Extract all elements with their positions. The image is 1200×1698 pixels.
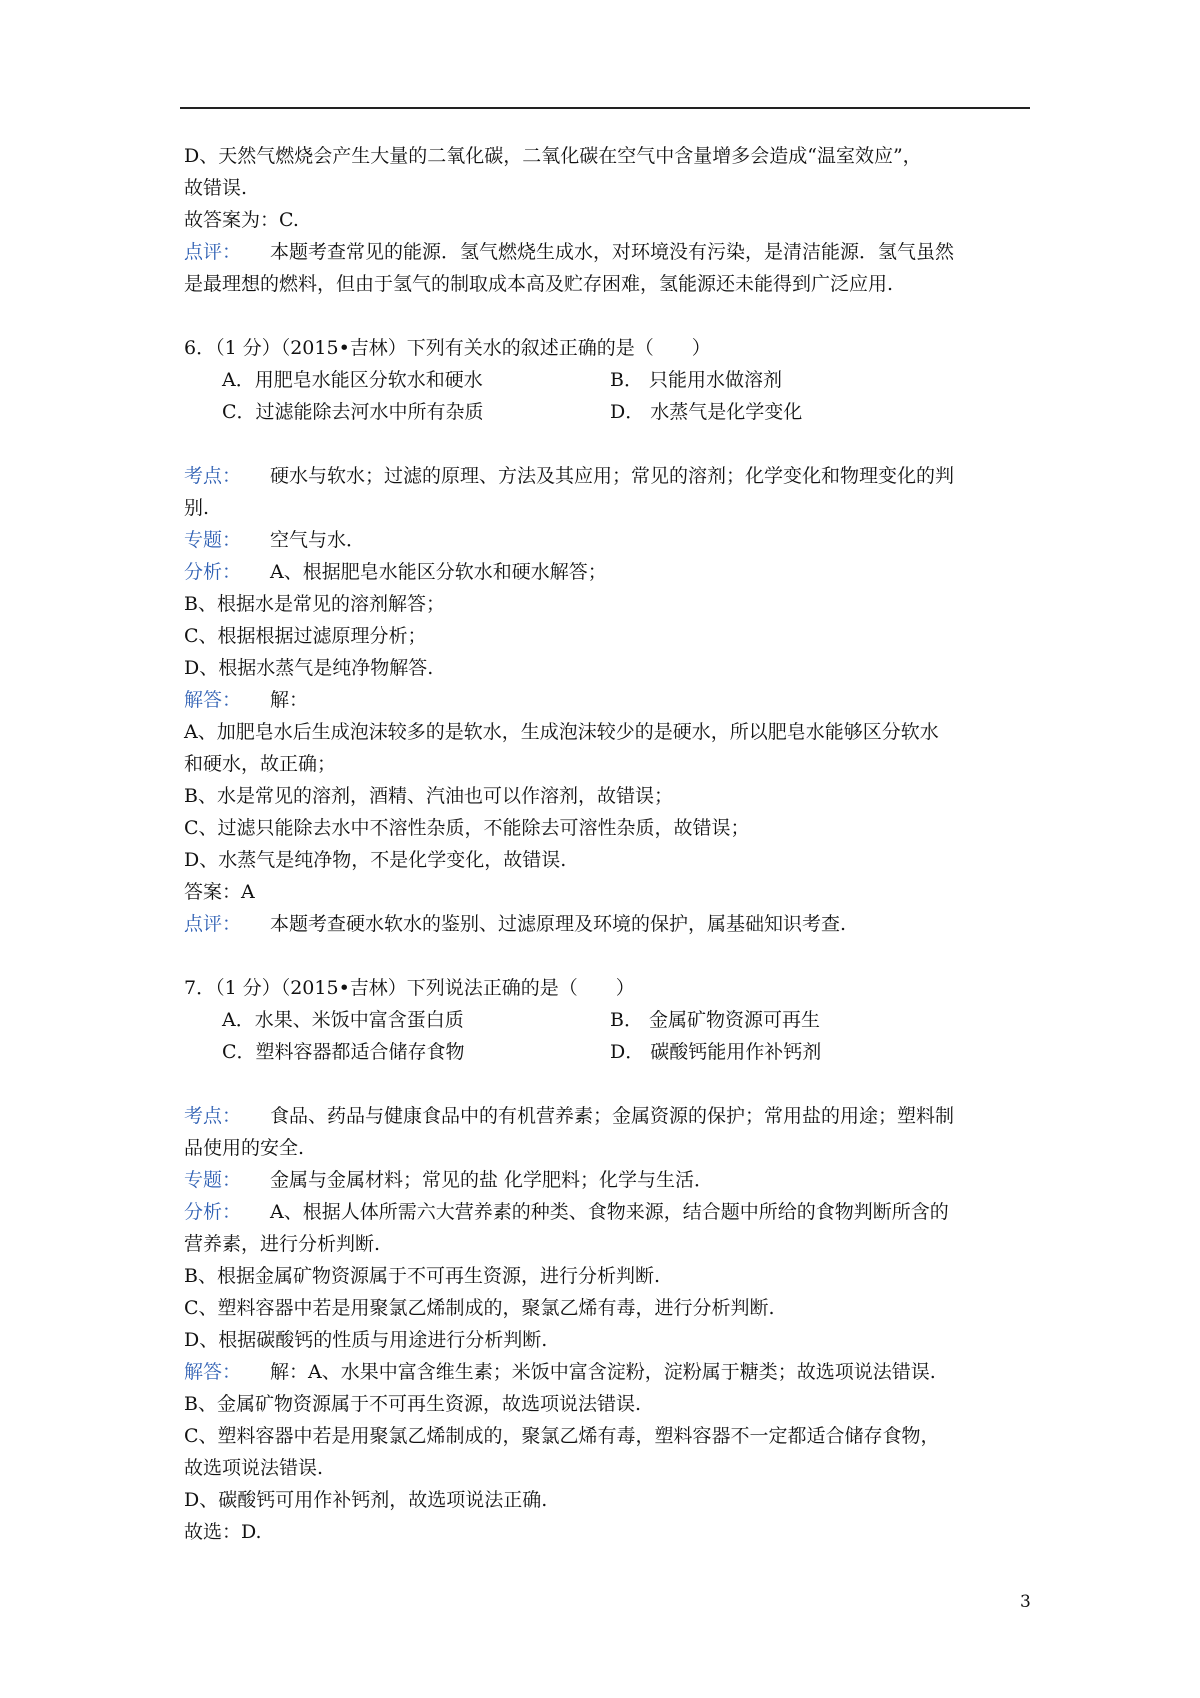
q7-fenxi-b: B、根据金属矿物资源属于不可再生资源，进行分析判断.: [184, 1265, 661, 1287]
fenxi-label: 分析：: [184, 1201, 242, 1223]
q6-jieda: 解答： 解：: [184, 684, 1030, 716]
q7-fenxi: 分析： A、根据人体所需六大营养素的种类、食物来源，结合题中所给的食物判断所含的: [184, 1196, 1030, 1228]
q6-answer: 答案：A: [184, 881, 255, 903]
prev-answer: 故答案为：C.: [184, 209, 299, 231]
q6-option-b: B． 只能用水做溶剂: [610, 369, 783, 391]
jieda-label: 解答：: [184, 1361, 242, 1383]
q7-fenxi-c: C、塑料容器中若是用聚氯乙烯制成的，聚氯乙烯有毒，进行分析判断.: [184, 1297, 775, 1319]
q6-option-c: C．过滤能除去河水中所有杂质: [222, 401, 484, 423]
q6-fenxi-d: D、根据水蒸气是纯净物解答.: [184, 657, 434, 679]
q7-option-b: B． 金属矿物资源可再生: [610, 1009, 821, 1031]
question-6: 6．（1 分）（2015•吉林）下列有关水的叙述正确的是（ ）: [184, 337, 711, 359]
q7-option-a: A．水果、米饭中富含蛋白质: [222, 1009, 464, 1031]
q7-jieda-c1: C、塑料容器中若是用聚氯乙烯制成的，聚氯乙烯有毒，塑料容器不一定都适合储存食物，: [184, 1425, 940, 1447]
q7-kaodian-line2: 品使用的安全.: [184, 1137, 305, 1159]
zhuanti-label: 专题：: [184, 1169, 242, 1191]
q7-jieda: 解答： 解：A、水果中富含维生素；米饭中富含淀粉，淀粉属于糖类；故选项说法错误.: [184, 1356, 1030, 1388]
zhuanti-label: 专题：: [184, 529, 242, 551]
comment-label: 点评：: [184, 241, 242, 263]
q7-kaodian: 考点： 食品、药品与健康食品中的有机营养素；金属资源的保护；常用盐的用途；塑料制: [184, 1100, 1030, 1132]
document-body: [184, 140, 1030, 1548]
prev-comment-line2: 是最理想的燃料，但由于氢气的制取成本高及贮存困难，氢能源还未能得到广泛应用.: [184, 273, 894, 295]
q7-options-row2: [184, 1036, 1030, 1068]
q7-fenxi-a2: 营养素，进行分析判断.: [184, 1233, 381, 1255]
prev-comment: 点评： 本题考查常见的能源．氢气燃烧生成水，对环境没有污染，是清洁能源．氢气虽然: [184, 236, 1030, 268]
q6-jieda-a1: A、加肥皂水后生成泡沫较多的是软水，生成泡沫较少的是硬水，所以肥皂水能够区分软水: [184, 721, 939, 743]
q6-dianping: 点评： 本题考查硬水软水的鉴别、过滤原理及环境的保护，属基础知识考查.: [184, 908, 1030, 940]
q7-option-d: D． 碳酸钙能用作补钙剂: [610, 1041, 822, 1063]
q6-option-d: D． 水蒸气是化学变化: [610, 401, 803, 423]
q7-answer: 故选：D.: [184, 1521, 262, 1543]
q6-fenxi: 分析： A、根据肥皂水能区分软水和硬水解答；: [184, 556, 1030, 588]
question-7: 7．（1 分）（2015•吉林）下列说法正确的是（ ）: [184, 977, 635, 999]
q7-zhuanti: 专题： 金属与金属材料；常见的盐 化学肥料；化学与生活．: [184, 1164, 1030, 1196]
kaodian-label: 考点：: [184, 1105, 242, 1127]
q6-jieda-c: C、过滤只能除去水中不溶性杂质，不能除去可溶性杂质，故错误；: [184, 817, 750, 839]
q7-jieda-c2: 故选项说法错误.: [184, 1457, 324, 1479]
dianping-label: 点评：: [184, 913, 242, 935]
q6-jieda-b: B、水是常见的溶剂，酒精、汽油也可以作溶剂，故错误；: [184, 785, 673, 807]
jieda-label: 解答：: [184, 689, 242, 711]
q7-jieda-b: B、金属矿物资源属于不可再生资源，故选项说法错误.: [184, 1393, 642, 1415]
q6-options-row1: [184, 364, 1030, 396]
q6-option-a: A．用肥皂水能区分软水和硬水: [222, 369, 483, 391]
header-rule: [180, 107, 1030, 109]
q6-jieda-d: D、水蒸气是纯净物，不是化学变化，故错误.: [184, 849, 567, 871]
q7-fenxi-d: D、根据碳酸钙的性质与用途进行分析判断.: [184, 1329, 548, 1351]
kaodian-label: 考点：: [184, 465, 242, 487]
prev-option-d-line1: D、天然气燃烧会产生大量的二氧化碳，二氧化碳在空气中含量增多会造成“温室效应”，: [184, 145, 922, 167]
fenxi-label: 分析：: [184, 561, 242, 583]
q7-jieda-d: D、碳酸钙可用作补钙剂，故选项说法正确.: [184, 1489, 548, 1511]
q6-fenxi-b: B、根据水是常见的溶剂解答；: [184, 593, 445, 615]
page-number: 3: [1020, 1592, 1031, 1612]
q7-options-row1: [184, 1004, 1030, 1036]
prev-option-d-line2: 故错误.: [184, 177, 248, 199]
q6-kaodian-line2: 别.: [184, 497, 210, 519]
q6-fenxi-c: C、根据根据过滤原理分析；: [184, 625, 427, 647]
q6-kaodian: 考点： 硬水与软水；过滤的原理、方法及其应用；常见的溶剂；化学变化和物理变化的判: [184, 460, 1030, 492]
q7-option-c: C．塑料容器都适合储存食物: [222, 1041, 465, 1063]
q6-zhuanti: 专题： 空气与水．: [184, 524, 1030, 556]
q6-options-row2: [184, 396, 1030, 428]
q6-jieda-a2: 和硬水，故正确；: [184, 753, 337, 775]
